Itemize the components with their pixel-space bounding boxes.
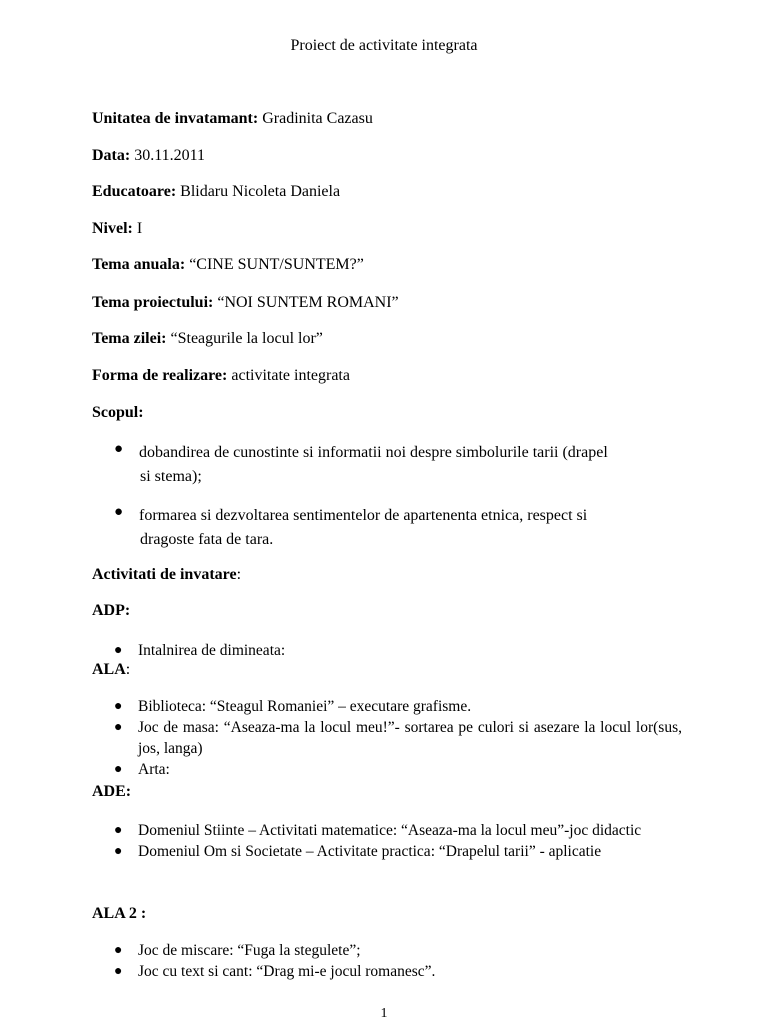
page-number: 1 xyxy=(380,1006,388,1021)
section-heading-adp: ADP: xyxy=(92,602,131,619)
field-label: Data: xyxy=(92,147,131,164)
list-item-line: dragoste fata de tara. xyxy=(140,531,274,548)
field-value: “Steagurile la locul lor” xyxy=(166,330,323,347)
bullet-icon: ● xyxy=(114,643,123,658)
section-heading-ala: ALA: xyxy=(92,661,131,678)
bullet-icon: ● xyxy=(114,720,123,735)
section-heading-ala2: ALA 2 : xyxy=(92,905,147,922)
list-item: ● Arta: xyxy=(114,761,170,778)
bullet-icon: ● xyxy=(114,441,124,457)
field-nivel xyxy=(92,220,142,238)
list-item: ● Intalnirea de dimineata: xyxy=(114,642,286,659)
adp-list xyxy=(92,640,682,661)
field-label: Nivel: xyxy=(92,220,133,237)
list-item xyxy=(92,504,682,552)
field-unitatea xyxy=(92,110,373,128)
bullet-icon: ● xyxy=(114,504,124,520)
field-label: Educatoare: xyxy=(92,183,177,200)
list-item-line: dobandirea de cunostinte si informatii noi despre simbolurile tarii (drapel xyxy=(139,444,608,461)
field-tema-zilei xyxy=(92,330,323,348)
list-item xyxy=(92,441,682,489)
list-item-line: formarea si dezvoltarea sentimentelor de apartenenta etnica, respect si xyxy=(139,507,588,524)
field-tema-proiectului xyxy=(92,294,399,312)
ala-list xyxy=(92,696,682,780)
section-heading-ade: ADE: xyxy=(92,783,132,800)
field-label: Forma de realizare: xyxy=(92,367,228,384)
document-title: Proiect de activitate integrata xyxy=(290,37,478,54)
field-label: Unitatea de invatamant: xyxy=(92,110,259,127)
field-tema-anuala xyxy=(92,256,364,274)
bullet-icon: ● xyxy=(114,823,123,838)
section-heading-activitati: Activitati de invatare: xyxy=(92,566,242,583)
bullet-icon: ● xyxy=(114,943,123,958)
bullet-icon: ● xyxy=(114,964,123,979)
field-value: I xyxy=(132,220,143,237)
ade-list xyxy=(92,820,682,862)
list-item: ● Joc de miscare: “Fuga la stegulete”; xyxy=(114,942,361,959)
list-item: ● Domeniul Stiinte – Activitati matematice: “Aseaza-ma la locul meu”-joc didactic xyxy=(114,822,642,839)
list-item: ● Joc de masa: “Aseaza-ma la locul meu!”- sortarea pe culori si asezare la locul lor(sus, jos, langa) xyxy=(114,719,682,757)
field-value: “CINE SUNT/SUNTEM?” xyxy=(185,256,364,273)
field-value: Blidaru Nicoleta Daniela xyxy=(176,183,341,200)
bullet-icon: ● xyxy=(114,844,123,859)
field-label: Tema zilei: xyxy=(92,330,167,347)
list-item-line: si stema); xyxy=(140,468,202,485)
list-item: ● Biblioteca: “Steagul Romaniei” – executare grafisme. xyxy=(114,698,472,715)
field-value: “NOI SUNTEM ROMANI” xyxy=(213,294,399,311)
field-educatoare xyxy=(92,183,340,201)
field-value: activitate integrata xyxy=(227,367,350,384)
bullet-icon: ● xyxy=(114,762,123,777)
section-heading-scopul: Scopul: xyxy=(92,404,144,421)
field-label: Tema anuala: xyxy=(92,256,186,273)
ala2-list xyxy=(92,940,682,982)
field-value: 30.11.2011 xyxy=(130,147,206,164)
field-value: Gradinita Cazasu xyxy=(258,110,373,127)
field-label: Tema proiectului: xyxy=(92,294,214,311)
field-data xyxy=(92,147,205,165)
field-forma-realizare xyxy=(92,367,350,385)
list-item: ● Domeniul Om si Societate – Activitate practica: “Drapelul tarii” - aplicatie xyxy=(114,843,602,860)
bullet-icon: ● xyxy=(114,699,123,714)
list-item: ● Joc cu text si cant: “Drag mi-e jocul romanesc”. xyxy=(114,963,436,980)
